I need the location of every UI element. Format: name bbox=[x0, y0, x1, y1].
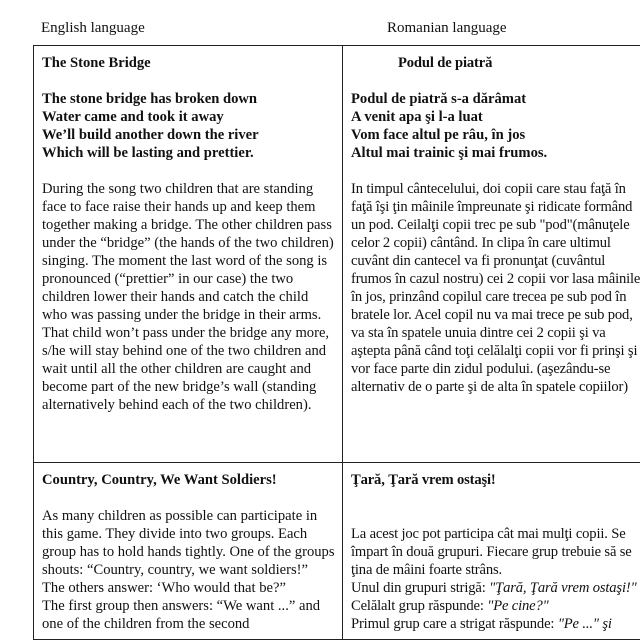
cell-romanian-country-soldiers bbox=[343, 463, 640, 640]
song-verse-ro bbox=[351, 90, 640, 162]
game-description-ro bbox=[351, 525, 640, 633]
song-verse-en bbox=[42, 90, 336, 162]
table-row-stone-bridge bbox=[34, 46, 640, 463]
game-description-en: During the song two children that are standing face to face raise their hands up and keep them together making a bridge. The other children pass under the “bridge” (the hands of the two children) singing. The moment the last word of the song is pronounced (“prettier” in our case) the two children lower their hands and catch the child who was passing under the bridge in their arms. That child won’t pass under the bridge any more, s/he will stay behind one of the two children and wait until all the other children are caught and become part of the new bridge’s wall (standing alternatively behind each of the two children). bbox=[42, 181, 334, 413]
game-title-ro: Podul de piatră bbox=[398, 55, 493, 71]
game-description-ro: In timpul cântecelului, doi copii care stau faţă în faţă îşi ţin mâinile împreunate şi ridicate formând un pod. Ceilalţi copii trec pe sub "pod"(mânuţele celor 2 copii) cântând. In clipa în care ultimul cuvânt din cantecel va fi pronunţat (cuvântul frumos în cazul nostru) cei 2 copii vor lasa mâinile în jos, prinzând copilul care trecea pe sub pod în bratele lor. Acel copil nu va mai trece pe sub pod, va sta în spatele unuia dintre cei 2 copii şi va aştepta până când toţi celălalţi copii vor fi prinşi şi vor face parte din zidul podului. (aşezându-se alternativ de o parte şi de alta în spatele copiilor) bbox=[351, 181, 640, 395]
description-line: La acest joc pot participa cât mai mulţi copii. Se împart în două grupuri. Fiecare grup trebuie să se ţina de mâini foarte strâns. bbox=[351, 526, 632, 578]
table-row-country-soldiers bbox=[34, 463, 640, 640]
game-title-en: Country, Country, We Want Soldiers! bbox=[42, 472, 277, 488]
dialogue-quote: "Ţară, Ţară vrem ostaşi!" bbox=[489, 580, 637, 596]
game-description-en bbox=[42, 507, 336, 633]
verse-line: Altul mai trainic şi mai frumos. bbox=[351, 145, 548, 161]
romanian-column-header: Romanian language bbox=[387, 20, 507, 36]
game-title-ro: Ţară, Ţară vrem ostaşi! bbox=[351, 472, 496, 488]
description-line: The others answer: ‘Who would that be?” bbox=[42, 580, 286, 596]
blank-line bbox=[351, 489, 640, 507]
description-line: As many children as possible can participate in this game. They divide into two groups. Each group has to hold hands tightly. One of the groups shouts: “Country, country, we want soldiers!” bbox=[42, 508, 335, 578]
dialogue-prefix: Celălalt grup răspunde: bbox=[351, 598, 488, 614]
bilingual-games-table bbox=[33, 45, 640, 640]
dialogue-prefix: Primul grup care a strigat răspunde: bbox=[351, 616, 558, 632]
english-column-header: English language bbox=[41, 20, 145, 36]
description-line: The first group then answers: “We want ...” and one of the children from the second bbox=[42, 598, 321, 632]
dialogue-quote: "Pe cine?" bbox=[487, 598, 549, 614]
dialogue-prefix: Unul din grupuri strigă: bbox=[351, 580, 490, 596]
cell-romanian-stone-bridge bbox=[343, 46, 640, 463]
cell-english-country-soldiers bbox=[34, 463, 343, 640]
cell-english-stone-bridge bbox=[34, 46, 343, 463]
verse-line: Which will be lasting and prettier. bbox=[42, 145, 254, 161]
verse-line: Vom face altul pe râu, în jos bbox=[351, 127, 526, 143]
verse-line: The stone bridge has broken down bbox=[42, 91, 258, 107]
verse-line: We’ll build another down the river bbox=[42, 127, 259, 143]
game-title-en: The Stone Bridge bbox=[42, 55, 151, 71]
verse-line: Podul de piatră s-a dărâmat bbox=[351, 91, 527, 107]
verse-line: A venit apa şi l-a luat bbox=[351, 109, 483, 125]
description-line bbox=[351, 579, 640, 597]
dialogue-quote: "Pe ..." şi bbox=[557, 616, 612, 632]
description-line bbox=[351, 615, 640, 633]
verse-line: Water came and took it away bbox=[42, 109, 224, 125]
description-line bbox=[351, 597, 640, 615]
